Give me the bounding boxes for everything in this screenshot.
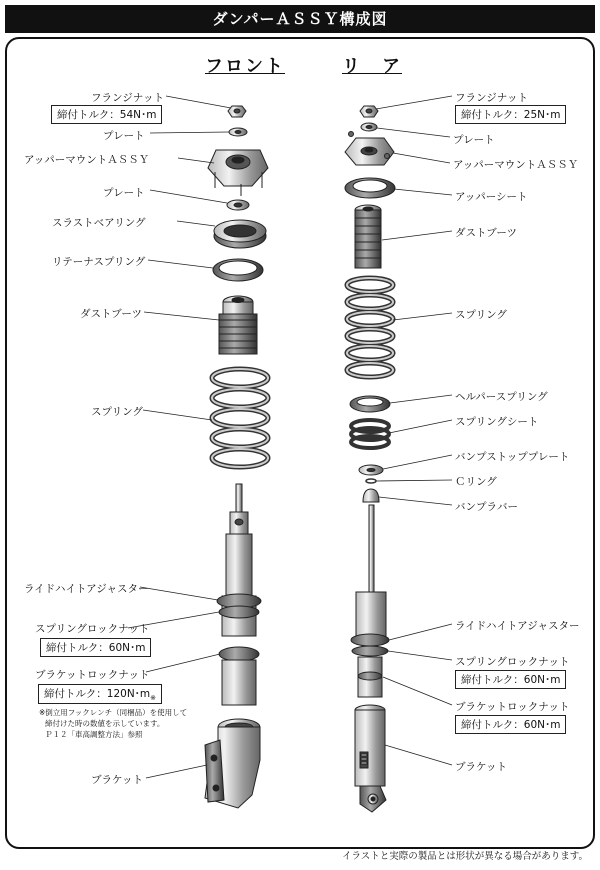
rear-spring-seat-label: スプリングシート xyxy=(455,416,539,428)
rear-c-ring-label: Ｃリング xyxy=(455,476,497,488)
rear-upper-seat-label: アッパーシート xyxy=(455,191,528,203)
front-spring-label: スプリング xyxy=(91,406,143,418)
front-bracket-label: ブラケット xyxy=(91,774,143,786)
rear-plate-label: プレート xyxy=(453,134,495,146)
front-upper-mount-label: アッパーマウントＡＳＳＹ xyxy=(24,154,150,166)
rear-c-ring xyxy=(366,479,376,483)
front-retainer-spring-label: リテーナスプリング xyxy=(52,256,146,268)
front-bracket-lock-nut-torque: 締付トルク：120N･$m_※$ xyxy=(38,684,162,704)
front-ride-height-adjuster-label: ライドハイトアジャスター xyxy=(24,583,149,595)
rear-spring-seat xyxy=(351,420,389,448)
front-dust-boots-label: ダストブーツ xyxy=(80,308,142,320)
front-bracket xyxy=(205,719,260,808)
rear-helper-spring xyxy=(350,396,390,412)
rear-bracket xyxy=(355,705,386,812)
front-plate-2-label: プレート xyxy=(103,187,145,199)
rear-spring-lock-nut xyxy=(352,646,388,656)
front-damper-body xyxy=(217,484,261,705)
rear-bump-stop-plate-label: バンプストッププレート xyxy=(455,451,570,463)
rear-bracket-label: ブラケット xyxy=(455,761,507,773)
rear-helper-spring-label: ヘルパースプリング xyxy=(455,391,548,403)
rear-damper-body xyxy=(351,505,389,697)
rear-flange-nut-torque: 締付トルク：25N･m xyxy=(455,105,566,124)
rear-ride-height-adjuster-label: ライドハイトアジャスター xyxy=(455,620,580,632)
rear-upper-seat xyxy=(345,178,395,198)
front-flange-nut-label: フランジナット xyxy=(91,92,165,104)
page-title: ダンパーＡＳＳＹ構成図 xyxy=(5,5,595,33)
front-note-line-3: Ｐ１２「車高調整方法」参照 xyxy=(45,730,143,739)
rear-spring-lock-nut-label: スプリングロックナット xyxy=(455,656,570,668)
front-thrust-bearing xyxy=(214,220,266,248)
front-column-title: フロント xyxy=(205,56,285,77)
front-upper-mount xyxy=(208,150,268,196)
footer-disclaimer: イラストと実際の製品とは形状が異なる場合があります。 xyxy=(342,851,588,862)
front-note-line-1: ※倒立用フックレンチ（同梱品）を使用して xyxy=(39,708,188,717)
rear-bump-rubber xyxy=(363,489,379,502)
rear-bracket-lock-nut-torque: 締付トルク：60N･m xyxy=(455,715,566,734)
rear-upper-mount xyxy=(345,132,394,166)
front-spring-lock-nut-torque: 締付トルク：60N･m xyxy=(40,638,151,657)
leader-lines xyxy=(128,96,452,778)
rear-column-title: リ ア xyxy=(342,56,402,77)
front-spring-lock-nut xyxy=(219,606,259,618)
rear-bracket-lock-nut xyxy=(358,672,382,680)
rear-flange-nut-label: フランジナット xyxy=(455,92,529,104)
rear-dust-boots-label: ダストブーツ xyxy=(455,227,517,239)
front-note-line-2: 締付けた時の数値を示しています。 xyxy=(45,719,165,728)
front-flange-nut-torque: 締付トルク：54N･m xyxy=(51,105,162,124)
front-retainer-spring xyxy=(213,259,263,281)
rear-ride-height-adjuster xyxy=(351,634,389,646)
front-bracket-lock-nut-label: ブラケットロックナット xyxy=(35,669,150,681)
front-plate-1-label: プレート xyxy=(103,130,145,142)
rear-bracket-lock-nut-label: ブラケットロックナット xyxy=(455,701,570,713)
rear-flange-nut xyxy=(360,106,378,117)
front-bracket-lock-nut xyxy=(219,647,259,661)
front-dust-boots xyxy=(219,296,257,354)
rear-spring-lock-nut-torque: 締付トルク：60N･m xyxy=(455,670,566,689)
rear-bump-rubber-label: バンプラバー xyxy=(455,501,518,513)
front-thrust-bearing-label: スラストベアリング xyxy=(52,217,146,229)
rear-dust-boots xyxy=(355,205,381,268)
rear-spring-label: スプリング xyxy=(455,309,507,321)
rear-upper-mount-label: アッパーマウントＡＳＳＹ xyxy=(453,159,579,171)
front-spring-lock-nut-label: スプリングロックナット xyxy=(35,623,150,635)
